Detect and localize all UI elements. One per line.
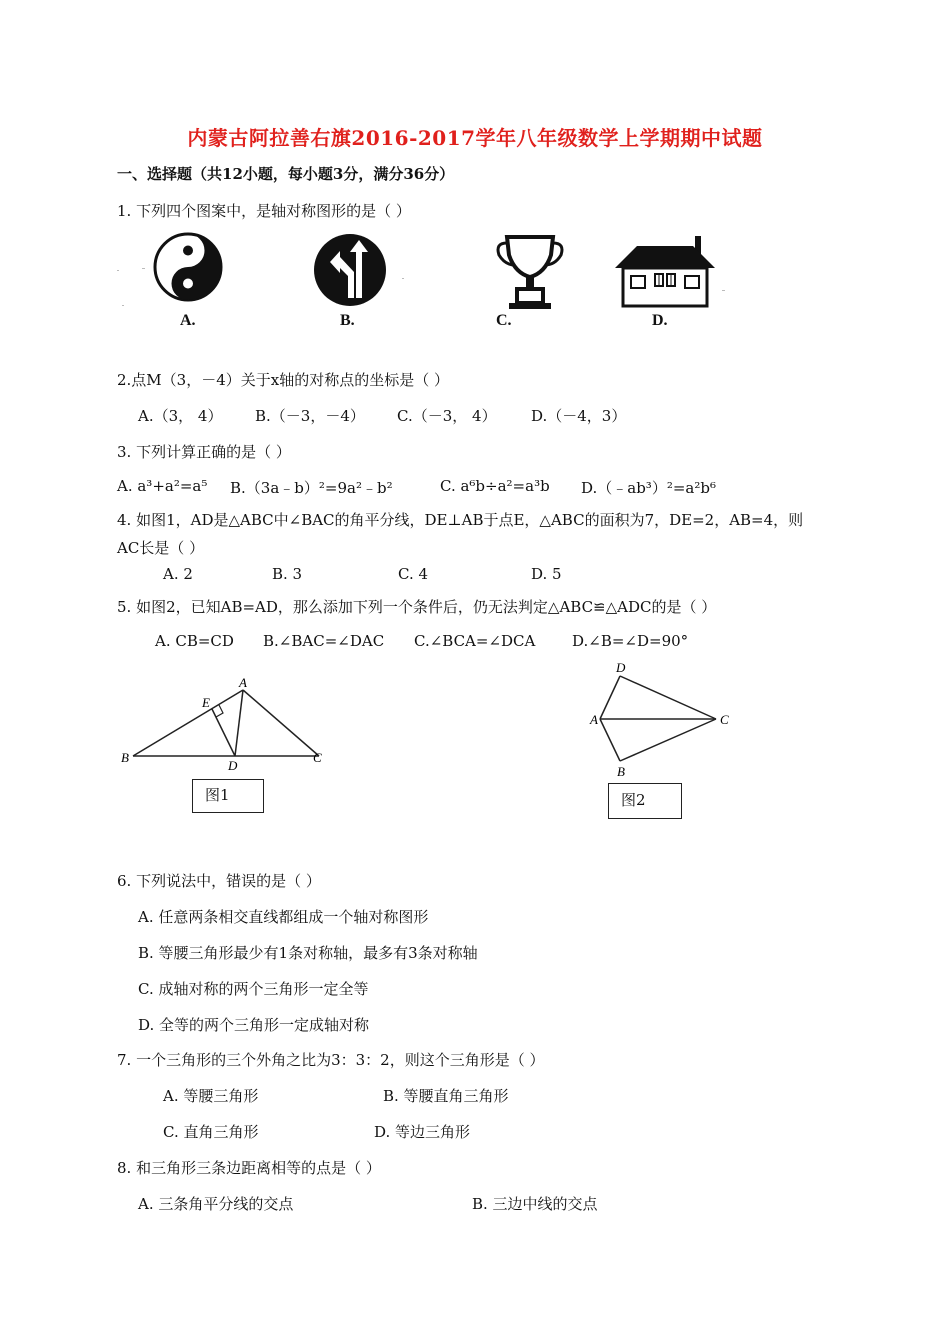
fig1-point-a: A (239, 675, 247, 690)
q2-option-a: A.（3， 4） (138, 407, 223, 425)
fig1-point-c: C (313, 750, 322, 765)
q4-option-b: B. 3 (272, 565, 303, 583)
figure-2-caption: 图2 (608, 783, 682, 819)
question-2-stem: 2.点M（3，－4）关于x轴的对称点的坐标是（ ） (117, 371, 449, 389)
figure-1 (115, 672, 335, 772)
section-heading: 一、选择题（共12小题，每小题3分，满分36分） (117, 165, 455, 183)
fig2-point-d: D (616, 660, 626, 675)
question-7-stem: 7. 一个三角形的三个外角之比为3：3：2，则这个三角形是（ ） (117, 1051, 545, 1069)
q1-label-d: D. (652, 312, 668, 329)
q4-option-d: D. 5 (531, 565, 562, 583)
q5-option-a: A. CB=CD (155, 632, 234, 650)
fig1-point-d: D (228, 758, 238, 772)
q4-option-a: A. 2 (163, 565, 193, 583)
q5-option-b: B.∠BAC=∠DAC (263, 632, 385, 650)
q6-option-d: D. 全等的两个三角形一定成轴对称 (138, 1016, 370, 1034)
fig1-point-b: B (121, 750, 129, 765)
traffic-sign-icon (314, 234, 386, 306)
q6-option-a: A. 任意两条相交直线都组成一个轴对称图形 (138, 908, 429, 926)
q8-option-b: B. 三边中线的交点 (472, 1195, 598, 1213)
q6-option-c: C. 成轴对称的两个三角形一定全等 (138, 980, 369, 998)
question-5-stem: 5. 如图2，已知AB=AD，那么添加下列一个条件后，仍无法判定△ABC≌△ADC的是（ ） (117, 598, 717, 616)
question-8-stem: 8. 和三角形三条边距离相等的点是（ ） (117, 1159, 381, 1177)
question-6-stem: 6. 下列说法中，错误的是（ ） (117, 872, 321, 890)
question-3-stem: 3. 下列计算正确的是（ ） (117, 443, 291, 461)
fig1-point-e: E (202, 695, 210, 710)
q1-label-b: B. (340, 312, 355, 329)
figure-2 (586, 660, 736, 780)
fig2-point-b: B (617, 764, 625, 779)
q5-option-c: C.∠BCA=∠DCA (414, 632, 536, 650)
house-icon (615, 236, 715, 306)
q7-option-d: D. 等边三角形 (374, 1123, 471, 1141)
q7-option-c: C. 直角三角形 (163, 1123, 259, 1141)
q7-option-b: B. 等腰直角三角形 (383, 1087, 509, 1105)
q7-option-a: A. 等腰三角形 (163, 1087, 259, 1105)
q6-option-b: B. 等腰三角形最少有1条对称轴，最多有3条对称轴 (138, 944, 478, 962)
q1-label-a: A. (180, 312, 196, 329)
question-4-stem-line2: AC长是（ ） (117, 539, 205, 557)
q3-option-b: B.（3a﹣b）²=9a²﹣b² (230, 479, 393, 497)
q4-option-c: C. 4 (398, 565, 429, 583)
q8-option-a: A. 三条角平分线的交点 (138, 1195, 294, 1213)
fig2-point-c: C (720, 712, 729, 727)
question-4-stem-line1: 4. 如图1，AD是△ABC中∠BAC的角平分线，DE⊥AB于点E，△ABC的面积为7，DE=2，AB=4，则 (117, 511, 804, 529)
trophy-icon (498, 237, 562, 309)
figure-1-caption: 图1 (192, 779, 264, 813)
q2-option-d: D.（－4，3） (531, 407, 627, 425)
q1-label-c: C. (496, 312, 512, 329)
fig2-point-a: A (590, 712, 598, 727)
question-1-stem: 1. 下列四个图案中，是轴对称图形的是（ ） (117, 202, 411, 220)
q2-option-b: B.（－3，－4） (255, 407, 365, 425)
q3-option-d: D.（﹣ab³）²=a²b⁶ (581, 479, 716, 497)
page-title: 内蒙古阿拉善右旗2016-2017学年八年级数学上学期期中试题 (187, 126, 763, 150)
q3-option-a: A. a³+a²=a⁵ (117, 477, 208, 495)
yin-yang-icon (155, 234, 221, 300)
q5-option-d: D.∠B=∠D=90° (572, 632, 689, 650)
q2-option-c: C.（－3， 4） (397, 407, 497, 425)
q3-option-c: C. a⁶b÷a²=a³b (440, 477, 550, 495)
